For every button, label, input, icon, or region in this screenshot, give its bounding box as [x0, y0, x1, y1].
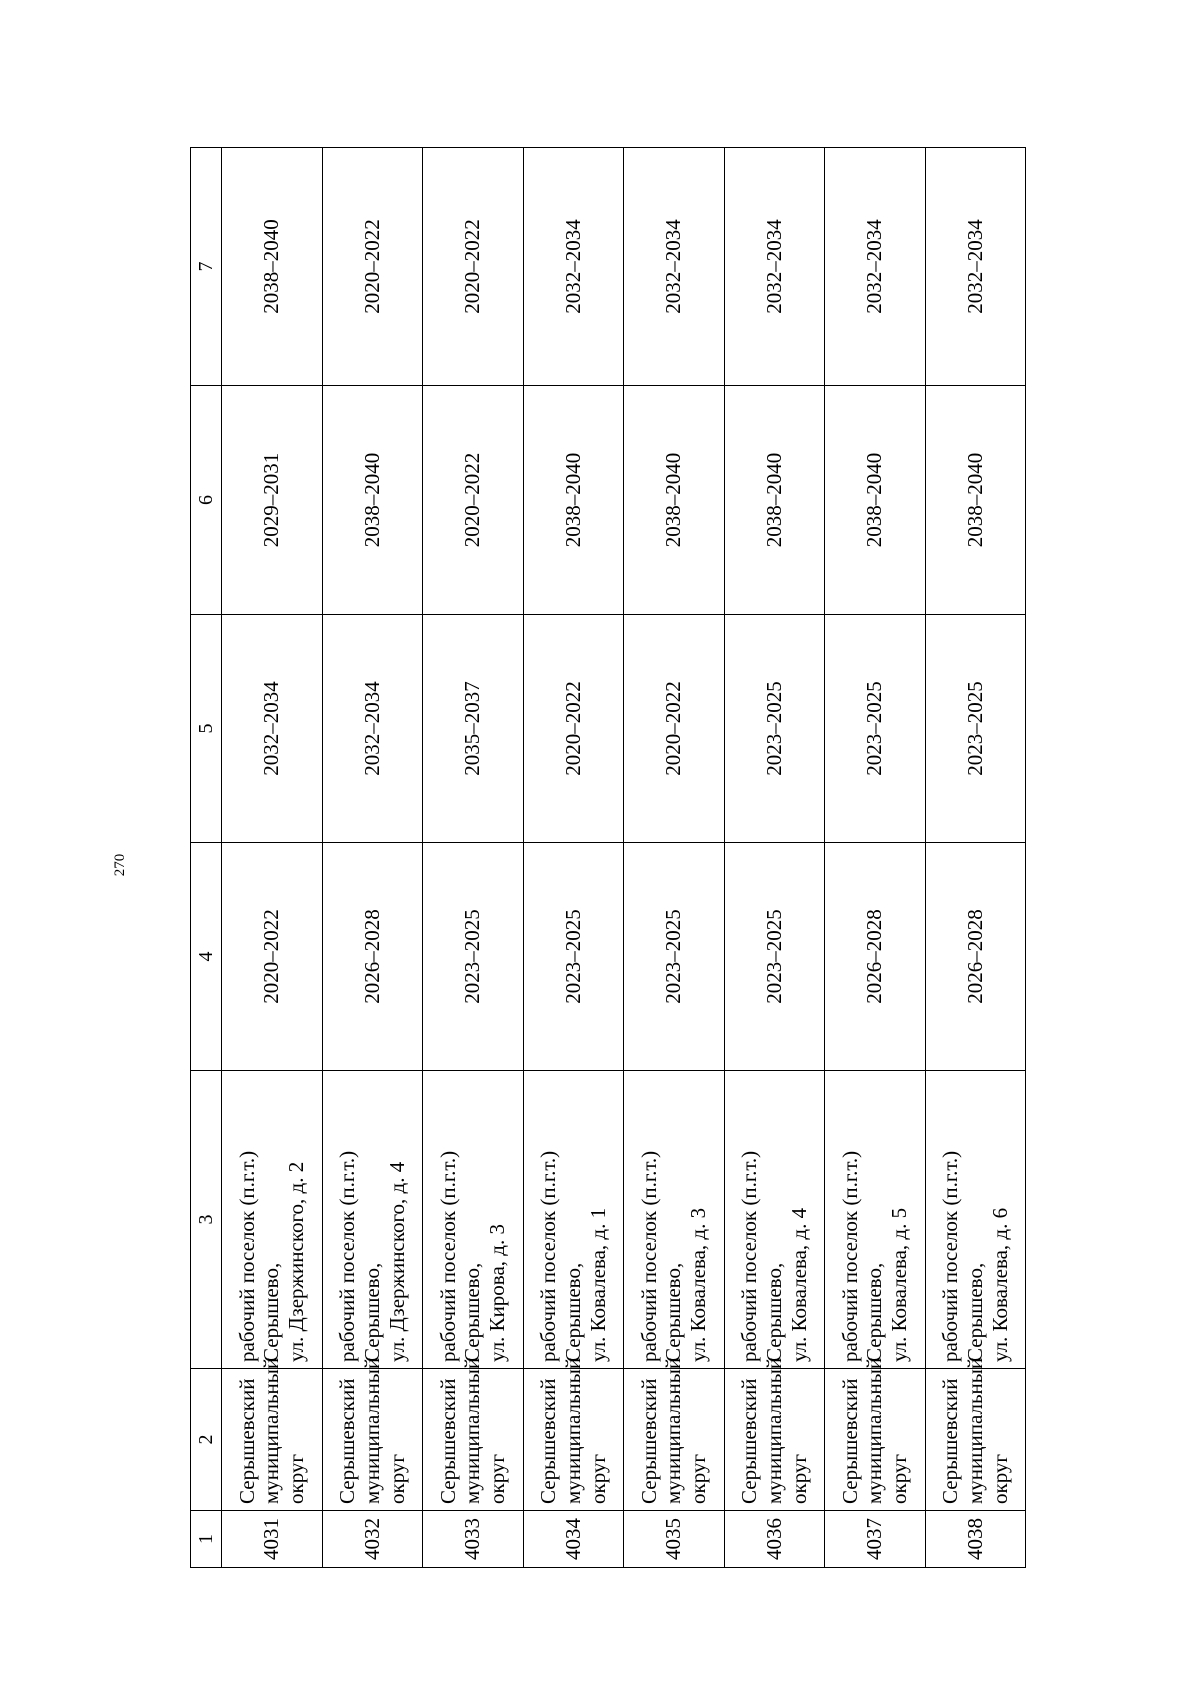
row-number-cell: 4036: [724, 1510, 825, 1567]
row-number-cell: 4037: [824, 1510, 925, 1567]
district-line: Серышевский: [334, 1378, 359, 1504]
header-cell-4: 4: [190, 842, 221, 1070]
address-cell: [623, 1070, 724, 1368]
period-cell-col6: 2038–2040: [623, 385, 724, 614]
district-line: округ: [987, 1453, 1012, 1504]
header-row: [190, 147, 221, 1567]
period-cell-col4: 2023–2025: [422, 842, 523, 1070]
address-line: Серышево,: [258, 1262, 283, 1362]
address-line: рабочий поселок (п.г.т.): [535, 1150, 560, 1362]
address-cell: [523, 1070, 624, 1368]
period-cell-col4: 2026–2028: [925, 842, 1026, 1070]
address-cell: [824, 1070, 925, 1368]
period-cell-col7: 2038–2040: [221, 147, 322, 385]
period-cell-col5: 2032–2034: [322, 614, 423, 842]
district-line: муниципальный: [861, 1357, 886, 1504]
address-line: ул. Дзержинского, д. 2: [283, 1161, 308, 1362]
register-table-container: [190, 148, 1026, 1568]
district-line: муниципальный: [359, 1357, 384, 1504]
address-line: рабочий поселок (п.г.т.): [234, 1150, 259, 1362]
header-cell-2: 2: [190, 1368, 221, 1510]
table-row: [422, 147, 523, 1567]
table-row: [623, 147, 724, 1567]
header-cell-5: 5: [190, 614, 221, 842]
district-line: муниципальный: [258, 1357, 283, 1504]
district-line: Серышевский: [435, 1378, 460, 1504]
district-line: муниципальный: [459, 1357, 484, 1504]
period-cell-col5: 2023–2025: [824, 614, 925, 842]
address-line: Серышево,: [962, 1262, 987, 1362]
address-line: рабочий поселок (п.г.т.): [636, 1150, 661, 1362]
district-line: муниципальный: [761, 1357, 786, 1504]
address-line: Серышево,: [761, 1262, 786, 1362]
row-number-cell: 4034: [523, 1510, 624, 1567]
address-line: ул. Дзержинского, д. 4: [384, 1161, 409, 1362]
period-cell-col7: 2032–2034: [523, 147, 624, 385]
period-cell-col5: 2023–2025: [925, 614, 1026, 842]
district-line: округ: [886, 1453, 911, 1504]
address-line: рабочий поселок (п.г.т.): [435, 1150, 460, 1362]
district-line: округ: [384, 1453, 409, 1504]
period-cell-col7: 2032–2034: [824, 147, 925, 385]
row-number-cell: 4033: [422, 1510, 523, 1567]
period-cell-col5: 2020–2022: [523, 614, 624, 842]
table-row: [724, 147, 825, 1567]
address-cell: [724, 1070, 825, 1368]
table-row: [221, 147, 322, 1567]
address-line: ул. Ковалева, д. 3: [685, 1207, 710, 1362]
period-cell-col6: 2038–2040: [925, 385, 1026, 614]
district-line: Серышевский: [837, 1378, 862, 1504]
address-line: ул. Ковалева, д. 6: [987, 1207, 1012, 1362]
header-cell-3: 3: [190, 1070, 221, 1368]
page-number: 270: [112, 853, 128, 877]
period-cell-col4: 2020–2022: [221, 842, 322, 1070]
district-cell: [523, 1357, 624, 1510]
period-cell-col6: 2020–2022: [422, 385, 523, 614]
period-cell-col4: 2023–2025: [623, 842, 724, 1070]
period-cell-col7: 2032–2034: [724, 147, 825, 385]
district-cell: [824, 1357, 925, 1510]
district-line: Серышевский: [937, 1378, 962, 1504]
district-line: муниципальный: [660, 1357, 685, 1504]
district-line: округ: [786, 1453, 811, 1504]
header-cell-6: 6: [190, 385, 221, 614]
period-cell-col5: 2023–2025: [724, 614, 825, 842]
district-cell: [724, 1357, 825, 1510]
address-cell: [221, 1070, 322, 1368]
address-line: ул. Ковалева, д. 4: [786, 1207, 811, 1362]
table-row: [925, 147, 1026, 1567]
period-cell-col7: 2020–2022: [422, 147, 523, 385]
table-row: [322, 147, 423, 1567]
address-line: Серышево,: [359, 1262, 384, 1362]
district-line: Серышевский: [736, 1378, 761, 1504]
address-line: ул. Ковалева, д. 1: [585, 1207, 610, 1362]
table-body: [221, 147, 1025, 1567]
district-line: округ: [484, 1453, 509, 1504]
district-cell: [623, 1357, 724, 1510]
period-cell-col7: 2032–2034: [925, 147, 1026, 385]
address-line: Серышево,: [861, 1262, 886, 1362]
period-cell-col4: 2023–2025: [523, 842, 624, 1070]
address-line: ул. Ковалева, д. 5: [886, 1207, 911, 1362]
address-line: Серышево,: [660, 1262, 685, 1362]
table-row: [523, 147, 624, 1567]
register-table: [190, 147, 1026, 1568]
period-cell-col6: 2029–2031: [221, 385, 322, 614]
district-line: Серышевский: [636, 1378, 661, 1504]
district-cell: [422, 1357, 523, 1510]
period-cell-col6: 2038–2040: [824, 385, 925, 614]
district-line: Серышевский: [535, 1378, 560, 1504]
table-row: [824, 147, 925, 1567]
period-cell-col5: 2035–2037: [422, 614, 523, 842]
district-line: округ: [283, 1453, 308, 1504]
row-number-cell: 4038: [925, 1510, 1026, 1567]
period-cell-col6: 2038–2040: [322, 385, 423, 614]
address-line: ул. Кирова, д. 3: [484, 1223, 509, 1362]
period-cell-col4: 2023–2025: [724, 842, 825, 1070]
period-cell-col4: 2026–2028: [322, 842, 423, 1070]
address-line: рабочий поселок (п.г.т.): [937, 1150, 962, 1362]
address-line: рабочий поселок (п.г.т.): [837, 1150, 862, 1362]
row-number-cell: 4035: [623, 1510, 724, 1567]
header-cell-7: 7: [190, 147, 221, 385]
district-line: муниципальный: [560, 1357, 585, 1504]
period-cell-col7: 2020–2022: [322, 147, 423, 385]
district-line: Серышевский: [234, 1378, 259, 1504]
header-cell-1: 1: [190, 1510, 221, 1567]
period-cell-col7: 2032–2034: [623, 147, 724, 385]
period-cell-col6: 2038–2040: [523, 385, 624, 614]
period-cell-col6: 2038–2040: [724, 385, 825, 614]
period-cell-col4: 2026–2028: [824, 842, 925, 1070]
district-line: муниципальный: [962, 1357, 987, 1504]
address-line: рабочий поселок (п.г.т.): [736, 1150, 761, 1362]
address-cell: [322, 1070, 423, 1368]
row-number-cell: 4032: [322, 1510, 423, 1567]
period-cell-col5: 2032–2034: [221, 614, 322, 842]
district-line: округ: [585, 1453, 610, 1504]
district-line: округ: [685, 1453, 710, 1504]
address-line: рабочий поселок (п.г.т.): [334, 1150, 359, 1362]
period-cell-col5: 2020–2022: [623, 614, 724, 842]
district-cell: [925, 1357, 1026, 1510]
row-number-cell: 4031: [221, 1510, 322, 1567]
address-line: Серышево,: [560, 1262, 585, 1362]
district-cell: [322, 1357, 423, 1510]
address-line: Серышево,: [459, 1262, 484, 1362]
address-cell: [925, 1070, 1026, 1368]
address-cell: [422, 1070, 523, 1368]
district-cell: [221, 1357, 322, 1510]
